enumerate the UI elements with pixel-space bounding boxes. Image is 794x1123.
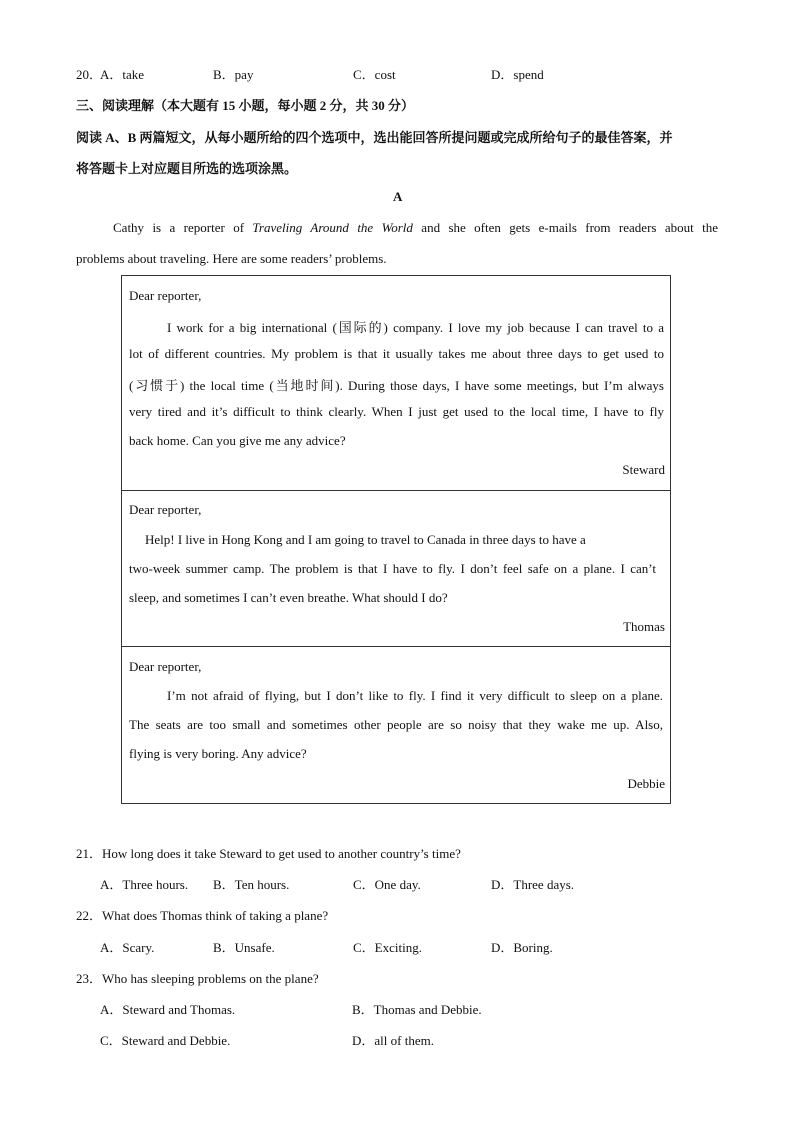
option-b: B．Ten hours. bbox=[213, 877, 290, 892]
option-c: C．cost bbox=[353, 67, 396, 82]
letter-line: two-week summer camp. The problem is that I have to fly. I don’t feel safe on a plane. I can’t bbox=[129, 561, 656, 576]
intro-pre: Cathy is a reporter of bbox=[113, 220, 253, 235]
option-c: C．One day. bbox=[353, 877, 421, 892]
magazine-title: Traveling Around the World bbox=[252, 220, 413, 235]
option-b: B．pay bbox=[213, 67, 254, 82]
letter-greeting: Dear reporter, bbox=[129, 288, 202, 303]
letter-line: very tired and it’s difficult to think clearly. When I just get used to the local time, I have to fly bbox=[129, 404, 664, 419]
letter-line: sleep, and sometimes I can’t even breathe. What should I do? bbox=[129, 590, 448, 605]
letter-line: The seats are too small and sometimes other people are so noisy that they wake me up. Also, bbox=[129, 717, 663, 732]
letter-line: (习惯于) the local time (当地时间). During those days, I have some meetings, but I’m always bbox=[129, 378, 664, 393]
passage-label: A bbox=[393, 189, 403, 204]
question-stem: 22．What does Thomas think of taking a plane? bbox=[76, 908, 329, 923]
letter-line: lot of different countries. My problem is that it usually takes me about three days to get used to bbox=[129, 346, 664, 361]
section-instruction-line1: 阅读 A、B 两篇短文，从每小题所给的四个选项中，选出能回答所提问题或完成所给句子的最佳答案，并 bbox=[76, 130, 673, 145]
option-a: A．Steward and Thomas. bbox=[100, 1002, 236, 1017]
option-d: D．all of them. bbox=[352, 1033, 434, 1048]
section-instruction-line2: 将答题卡上对应题目所选的选项涂黑。 bbox=[76, 161, 298, 176]
option-d: D．Boring. bbox=[491, 940, 553, 955]
option-a: A．take bbox=[100, 67, 145, 82]
section-heading: 三、阅读理解（本大题有 15 小题，每小题 2 分，共 30 分） bbox=[76, 98, 415, 113]
letter-line: I’m not afraid of flying, but I don’t like to fly. I find it very difficult to sleep on a plane. bbox=[167, 688, 663, 703]
letter-signature: Debbie bbox=[627, 776, 665, 791]
letter-divider bbox=[121, 490, 671, 491]
option-c: C．Exciting. bbox=[353, 940, 422, 955]
passage-intro-line2: problems about traveling. Here are some readers’ problems. bbox=[76, 251, 387, 266]
letter-divider bbox=[121, 646, 671, 647]
question-stem: 21．How long does it take Steward to get used to another country’s time? bbox=[76, 846, 461, 861]
letter-line: flying is very boring. Any advice? bbox=[129, 746, 307, 761]
passage-intro-line1 bbox=[113, 220, 718, 236]
intro-post: and she often gets e-mails from readers about the bbox=[412, 220, 718, 235]
letter-signature: Steward bbox=[622, 462, 665, 477]
option-a: A．Three hours. bbox=[100, 877, 189, 892]
letter-greeting: Dear reporter, bbox=[129, 502, 202, 517]
option-c: C．Steward and Debbie. bbox=[100, 1033, 231, 1048]
option-d: D．spend bbox=[491, 67, 544, 82]
question-number: 20． bbox=[76, 67, 103, 82]
option-b: B．Unsafe. bbox=[213, 940, 275, 955]
letter-line: Help! I live in Hong Kong and I am going to travel to Canada in three days to have a bbox=[145, 532, 586, 547]
letter-signature: Thomas bbox=[623, 619, 665, 634]
question-stem: 23．Who has sleeping problems on the plane? bbox=[76, 971, 319, 986]
option-a: A．Scary. bbox=[100, 940, 155, 955]
letter-greeting: Dear reporter, bbox=[129, 659, 202, 674]
option-d: D．Three days. bbox=[491, 877, 575, 892]
letter-line: back home. Can you give me any advice? bbox=[129, 433, 346, 448]
letter-line: I work for a big international (国际的) company. I love my job because I can travel to a bbox=[167, 320, 664, 335]
option-b: B．Thomas and Debbie. bbox=[352, 1002, 482, 1017]
